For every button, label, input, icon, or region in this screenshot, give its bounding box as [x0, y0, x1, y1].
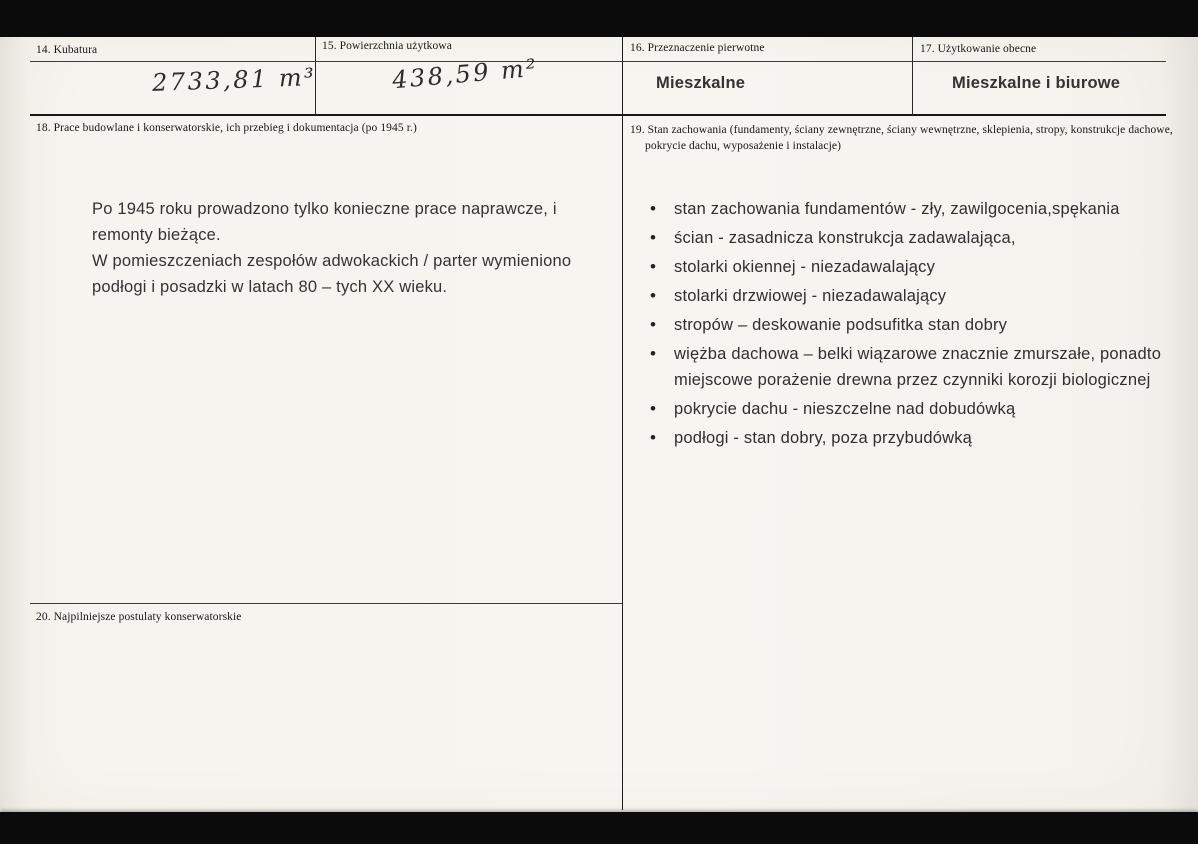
divider-header-bottom: [30, 114, 1166, 116]
divider-field20-top: [30, 603, 622, 604]
bullet-icon: •: [650, 399, 656, 418]
bullet-icon: •: [650, 344, 656, 363]
scan-edge-bottom: [0, 812, 1198, 844]
field-18-label: 18. Prace budowlane i konserwatorskie, ich przebieg i dokumentacja (po 1945 r.): [36, 122, 417, 134]
field-20-label: 20. Najpilniejsze postulaty konserwatorskie: [36, 611, 242, 623]
list-item-text: więżba dachowa – belki wiązarowe znacznie zmurszałe, ponadto miejscowe porażenie drewna przez czynniki korozji biologicznej: [674, 345, 1162, 389]
field-15-value-handwritten: 438,59 m²: [391, 53, 540, 95]
bullet-icon: •: [650, 257, 656, 276]
scan-edge-top: [0, 0, 1198, 37]
divider-center-column: [622, 37, 623, 810]
divider-field16-17: [912, 37, 913, 115]
list-item: [650, 312, 1164, 338]
field-17-value: Mieszkalne i biurowe: [952, 74, 1121, 92]
bullet-icon: •: [650, 428, 656, 447]
field-18-paragraph: Po 1945 roku prowadzono tylko konieczne prace naprawcze, i remonty bieżące.: [92, 200, 557, 244]
list-item-text: stan zachowania fundamentów - zły, zawilgocenia,spękania: [674, 200, 1120, 218]
list-item: [650, 254, 1164, 280]
list-item: [650, 425, 1164, 451]
list-item: [650, 225, 1164, 251]
field-16-label: 16. Przeznaczenie pierwotne: [630, 42, 765, 54]
field-16-value: Mieszkalne: [656, 74, 746, 92]
field-18-paragraph: W pomieszczeniach zespołów adwokackich / parter wymieniono podłogi i posadzki w latach 80 – tych XX wieku.: [92, 252, 572, 296]
field-14-value-handwritten: 2733,81 m³: [151, 63, 317, 97]
list-item-text: stropów – deskowanie podsufitka stan dobry: [674, 316, 1008, 334]
list-item-text: stolarki drzwiowej - niezadawalający: [674, 287, 947, 305]
list-item: [650, 196, 1164, 222]
bullet-icon: •: [650, 315, 656, 334]
list-item-text: stolarki okiennej - niezadawalający: [674, 258, 936, 276]
list-item-text: pokrycie dachu - nieszczelne nad dobudówką: [674, 400, 1016, 418]
list-item-text: ścian - zasadnicza konstrukcja zadawalająca,: [674, 229, 1016, 247]
bullet-icon: •: [650, 286, 656, 305]
field-14-label: 14. Kubatura: [36, 44, 98, 56]
list-item-text: podłogi - stan dobry, poza przybudówką: [674, 429, 973, 447]
bullet-icon: •: [650, 199, 656, 218]
field-15-label: 15. Powierzchnia użytkowa: [322, 40, 452, 52]
list-item: [650, 341, 1164, 393]
bullet-icon: •: [650, 228, 656, 247]
field-19-label: 19. Stan zachowania (fundamenty, ściany zewnętrzne, ściany wewnętrzne, sklepienia, stropy, konstrukcje dachowe, pokrycie dachu, wyposażenie i instalacje): [630, 124, 1173, 152]
list-item: [650, 283, 1164, 309]
divider-under-header-labels: [30, 61, 1166, 62]
list-item: [650, 396, 1164, 422]
field-18-text: [92, 196, 600, 300]
field-17-label: 17. Użytkowanie obecne: [920, 43, 1037, 55]
condition-list: [650, 196, 1164, 454]
